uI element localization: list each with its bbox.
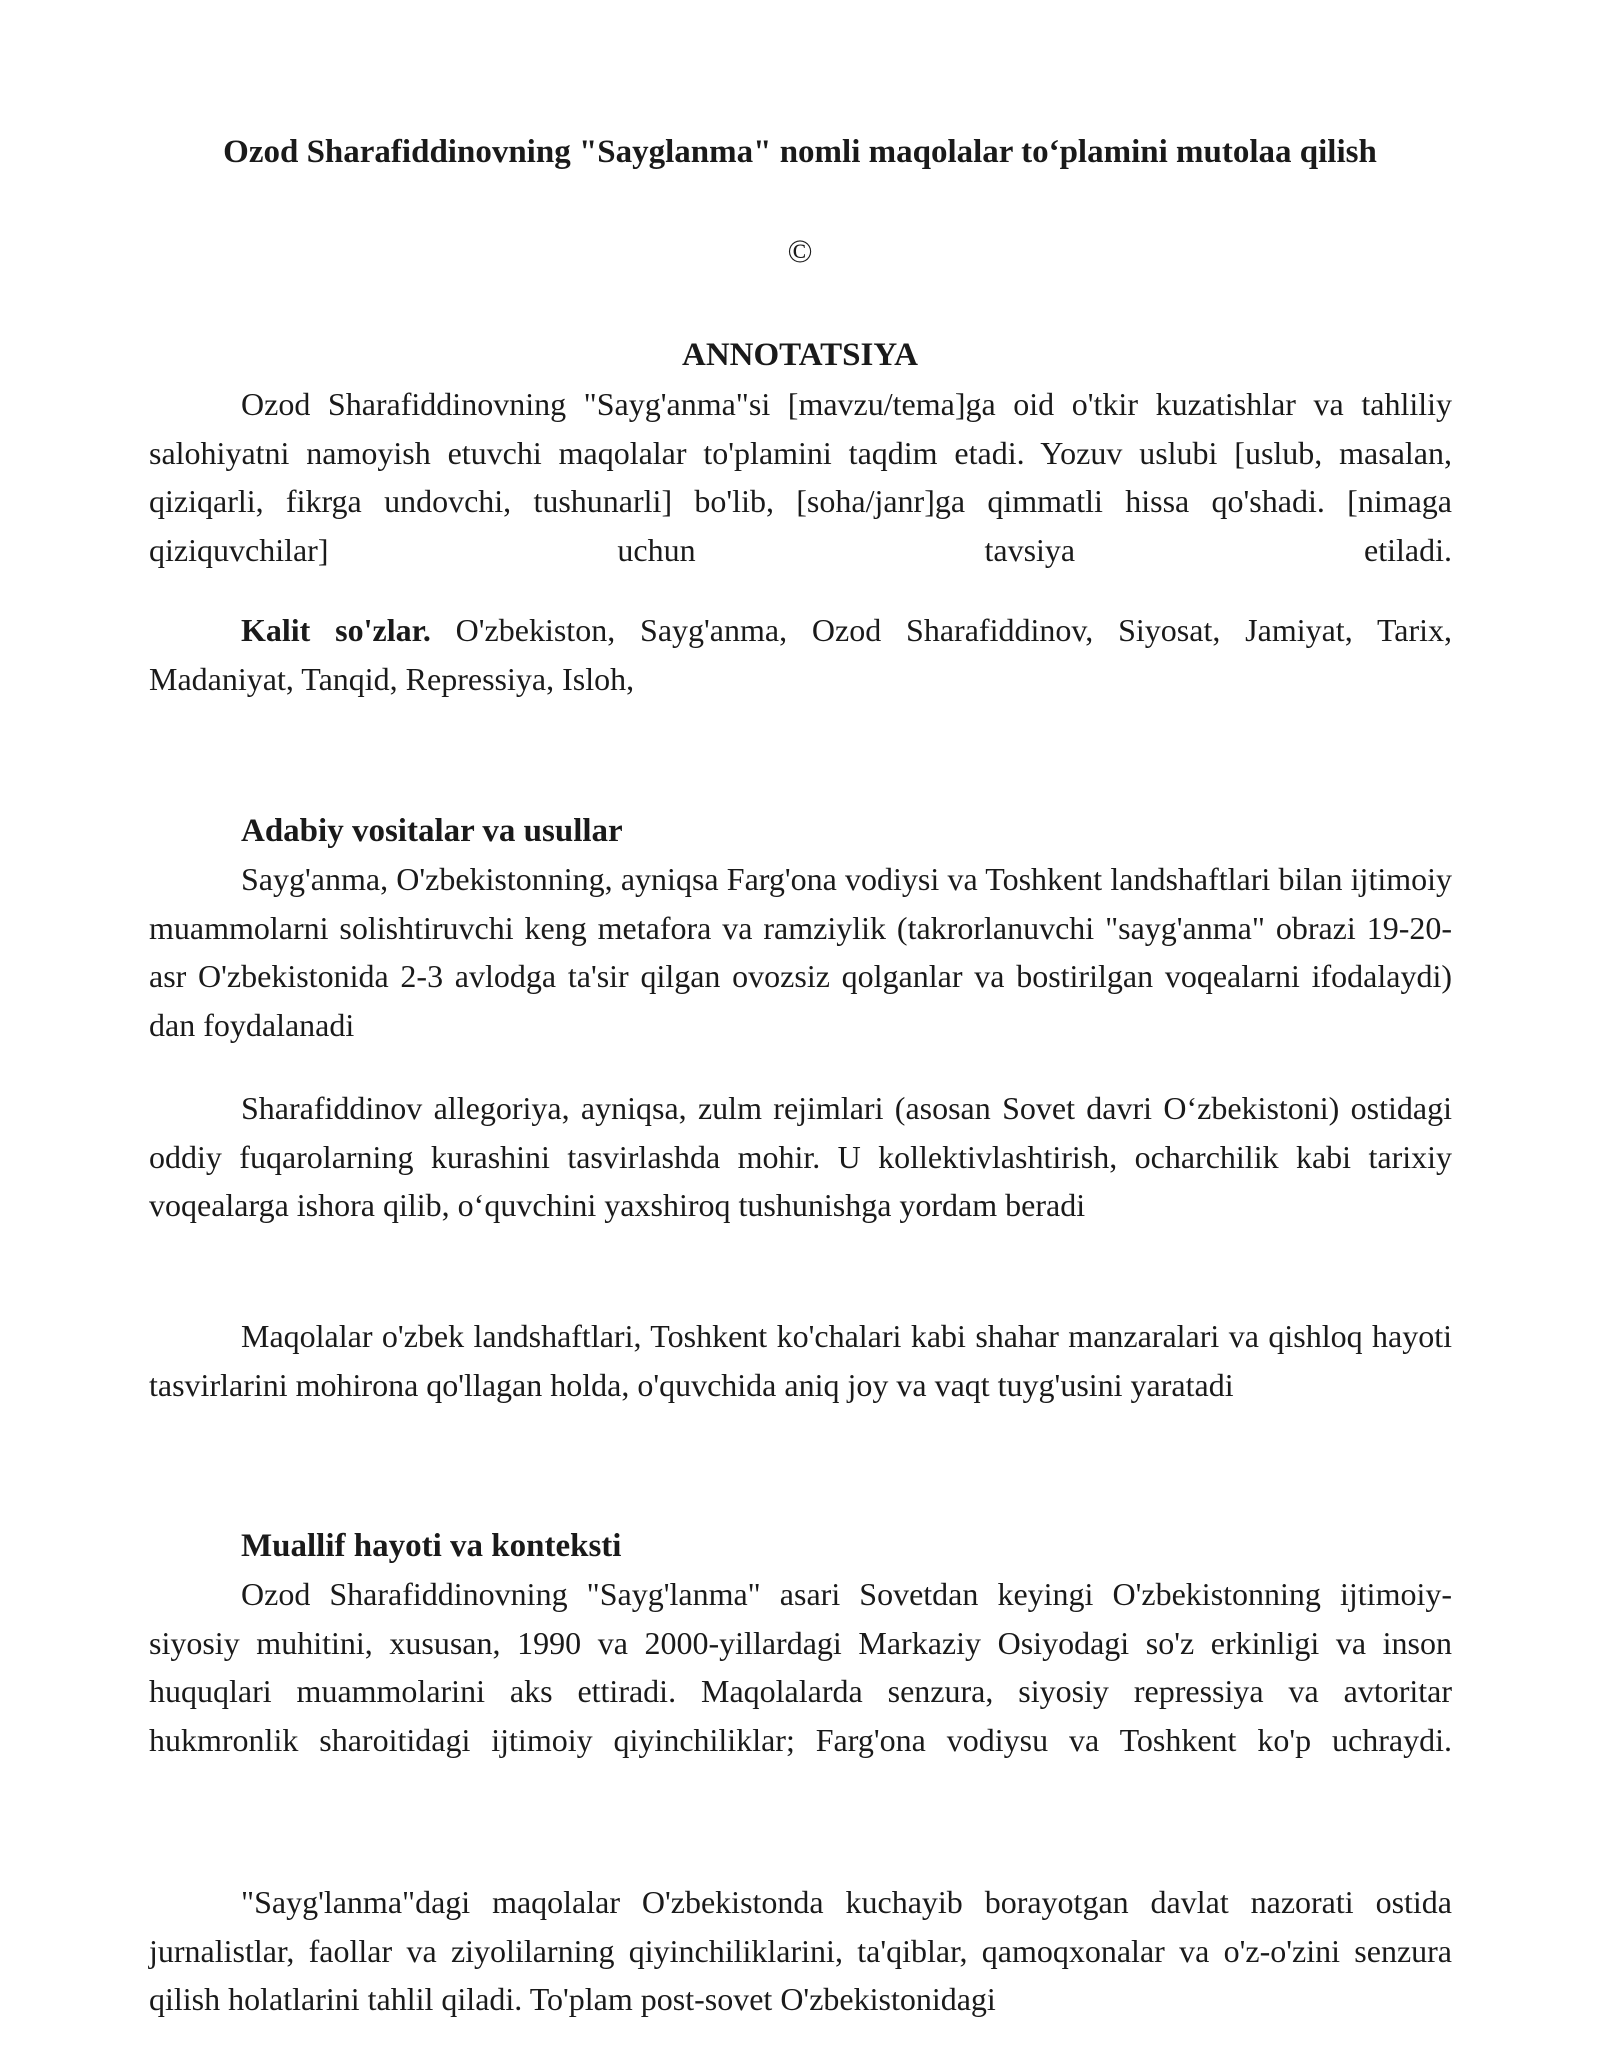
paragraph-text: "Sayg'lanma"dagi maqolalar O'zbekistonda kuchayib borayotgan davlat nazorati ostida jurnalistlar, faollar va ziyolilarning qiyinchiliklarini, ta'qiblar, qamoqxonalar va o'z-o'zini senzura qilish holatlarini tahlil qiladi. To'plam post-sovet O'zbekistonidagi <box>149 1884 1452 2017</box>
paragraph-text: Sharafiddinov allegoriya, ayniqsa, zulm rejimlari (asosan Sovet davri O‘zbekistoni) ostidagi oddiy fuqarolarning kurashini tasvirlashda mohir. U kollektivlashtirish, ocharchilik kabi tarixiy voqealarga ishora qilib, o‘quvchini yaxshiroq tushunishga yordam beradi <box>149 1090 1452 1223</box>
section1-paragraph-1 <box>149 855 1452 1049</box>
keywords-text: O'zbekiston, Sayg'anma, Ozod Sharafiddinov, Siyosat, Jamiyat, Tarix, Madaniyat, Tanqid, Repressiya, Isloh, <box>149 612 1453 697</box>
section2-paragraph-2 <box>149 1878 1452 2024</box>
annotation-heading: ANNOTATSIYA <box>682 337 918 373</box>
keywords-label: Kalit so'zlar. <box>241 612 431 648</box>
paragraph-text: Ozod Sharafiddinovning "Sayg'lanma" asari Sovetdan keyingi O'zbekistonning ijtimoiy-siyosiy muhitini, xususan, 1990 va 2000-yillardagi Markaziy Osiyodagi so'z erkinligi va inson huquqlari muammolarini aks ettiradi. Maqolalarda senzura, siyosiy repressiya va avtoritar hukmronlik sharoitidagi ijtimoiy qiyinchiliklar; Farg'ona vodiysu va Toshkent ko'p uchraydi. <box>149 1576 1452 1758</box>
section1-paragraph-2 <box>149 1084 1452 1230</box>
section-heading-author-context: Muallif hayoti va konteksti <box>241 1528 622 1564</box>
annotation-paragraph <box>149 380 1452 574</box>
section-heading-literary-devices: Adabiy vositalar va usullar <box>241 813 623 849</box>
section1-paragraph-3 <box>149 1312 1452 1409</box>
paragraph-text: Sayg'anma, O'zbekistonning, ayniqsa Farg'ona vodiysi va Toshkent landshaftlari bilan ijtimoiy muammolarni solishtiruvchi keng metafora va ramziylik (takrorlanuvchi "sayg'anma" obrazi 19-20-asr O'zbekistonida 2-3 avlodga ta'sir qilgan ovozsiz qolganlar va bostirilgan voqealarni ifodalaydi) dan foydalanadi <box>149 861 1452 1043</box>
paragraph-text: Maqolalar o'zbek landshaftlari, Toshkent ko'chalari kabi shahar manzaralari va qishloq hayoti tasvirlarini mohirona qo'llagan holda, o'quvchida aniq joy va vaqt tuyg'usini yaratadi <box>149 1318 1452 1403</box>
document-title: Ozod Sharafiddinovning "Sayglanma" nomli maqolalar to‘plamini mutolaa qilish <box>223 134 1377 170</box>
keywords-paragraph <box>149 606 1452 703</box>
keywords-line <box>149 606 1452 703</box>
section2-paragraph-1 <box>149 1570 1452 1764</box>
copyright-symbol: © <box>787 234 813 270</box>
annotation-text: Ozod Sharafiddinovning "Sayg'anma"si [mavzu/tema]ga oid o'tkir kuzatishlar va tahliliy salohiyatni namoyish etuvchi maqolalar to'plamini taqdim etadi. Yozuv uslubi [uslub, masalan, qiziqarli, fikrga undovchi, tushunarli] bo'lib, [soha/janr]ga qimmatli hissa qo'shadi. [nimaga qiziquvchilar] uchun tavsiya etiladi. <box>149 386 1452 568</box>
